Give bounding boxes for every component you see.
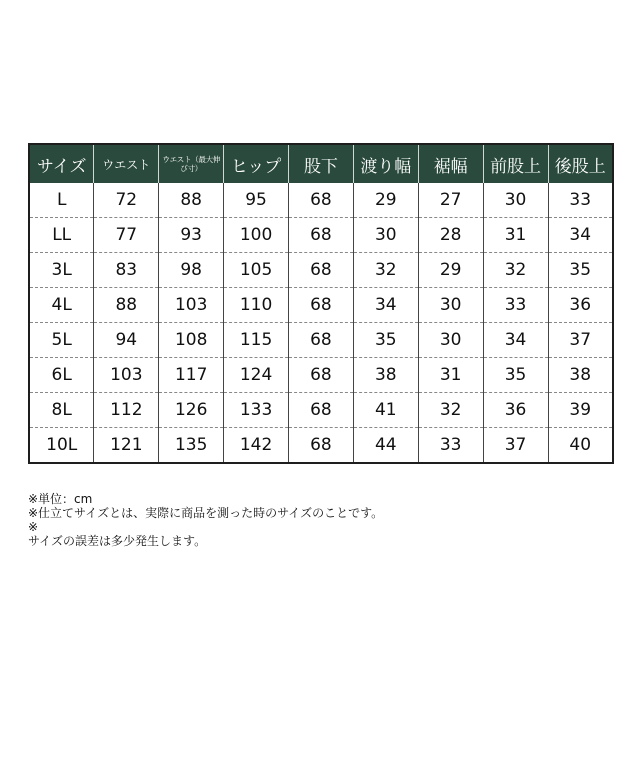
table-cell: 142 [224, 428, 289, 464]
table-cell: 68 [289, 393, 354, 428]
size-label: 8L [29, 393, 94, 428]
size-notes [28, 492, 383, 548]
table-cell: 68 [289, 183, 354, 218]
size-label: 6L [29, 358, 94, 393]
header-hip: ヒップ [224, 144, 289, 183]
table-row [29, 253, 613, 288]
table-cell: 68 [289, 358, 354, 393]
table-cell: 72 [94, 183, 159, 218]
table-row [29, 183, 613, 218]
table-cell: 36 [548, 288, 613, 323]
table-cell: 34 [548, 218, 613, 253]
table-cell: 32 [418, 393, 483, 428]
header-inseam: 股下 [289, 144, 354, 183]
note-unit: ※単位：cm [28, 492, 93, 506]
table-cell: 37 [483, 428, 548, 464]
table-cell: 40 [548, 428, 613, 464]
size-label: 4L [29, 288, 94, 323]
table-cell: 103 [159, 288, 224, 323]
table-cell: 32 [353, 253, 418, 288]
table-cell: 83 [94, 253, 159, 288]
note-size-variance: サイズの誤差は多少発生します。 [28, 534, 207, 548]
table-cell: 68 [289, 428, 354, 464]
table-cell: 38 [353, 358, 418, 393]
table-cell: 31 [418, 358, 483, 393]
table-cell: 121 [94, 428, 159, 464]
table-cell: 35 [353, 323, 418, 358]
table-header-row [29, 144, 613, 183]
table-cell: 32 [483, 253, 548, 288]
header-waist: ウエスト [94, 144, 159, 183]
table-row [29, 218, 613, 253]
table-row [29, 288, 613, 323]
table-cell: 30 [418, 288, 483, 323]
table-cell: 117 [159, 358, 224, 393]
table-cell: 44 [353, 428, 418, 464]
table-cell: 38 [548, 358, 613, 393]
table-cell: 126 [159, 393, 224, 428]
table-cell: 37 [548, 323, 613, 358]
table-cell: 27 [418, 183, 483, 218]
table-cell: 28 [418, 218, 483, 253]
table-cell: 93 [159, 218, 224, 253]
header-size: サイズ [29, 144, 94, 183]
table-cell: 34 [483, 323, 548, 358]
note-measured-size: ※仕立てサイズとは、実際に商品を測った時のサイズのことです。 [28, 506, 384, 520]
table-cell: 105 [224, 253, 289, 288]
table-cell: 124 [224, 358, 289, 393]
table-cell: 94 [94, 323, 159, 358]
table-cell: 103 [94, 358, 159, 393]
table-cell: 31 [483, 218, 548, 253]
table-cell: 41 [353, 393, 418, 428]
table-cell: 112 [94, 393, 159, 428]
table-cell: 33 [548, 183, 613, 218]
table-row [29, 358, 613, 393]
table-cell: 100 [224, 218, 289, 253]
size-label: LL [29, 218, 94, 253]
header-thigh-width: 渡り幅 [353, 144, 418, 183]
header-waist-max-stretch: ウエスト（最大伸び寸） [159, 144, 224, 183]
table-cell: 30 [353, 218, 418, 253]
table-cell: 34 [353, 288, 418, 323]
table-cell: 135 [159, 428, 224, 464]
header-front-rise: 前股上 [483, 144, 548, 183]
note-marker: ※ [28, 520, 39, 534]
table-cell: 29 [418, 253, 483, 288]
table-cell: 33 [418, 428, 483, 464]
size-label: L [29, 183, 94, 218]
table-cell: 33 [483, 288, 548, 323]
size-label: 5L [29, 323, 94, 358]
table-row [29, 393, 613, 428]
table-cell: 68 [289, 218, 354, 253]
size-label: 10L [46, 435, 78, 455]
table-cell: 115 [224, 323, 289, 358]
table-row [29, 428, 613, 464]
table-cell: 88 [94, 288, 159, 323]
table-cell: 29 [353, 183, 418, 218]
table-cell: 39 [548, 393, 613, 428]
table-row [29, 323, 613, 358]
table-cell: 68 [289, 323, 354, 358]
table-cell: 110 [224, 288, 289, 323]
header-hem-width: 裾幅 [418, 144, 483, 183]
table-cell: 95 [224, 183, 289, 218]
table-cell: 35 [483, 358, 548, 393]
size-label: 3L [29, 253, 94, 288]
table-cell: 88 [159, 183, 224, 218]
table-cell: 68 [289, 288, 354, 323]
table-cell: 68 [289, 253, 354, 288]
header-back-rise: 後股上 [548, 144, 613, 183]
table-cell: 108 [159, 323, 224, 358]
table-cell: 30 [418, 323, 483, 358]
table-cell: 98 [159, 253, 224, 288]
table-cell: 36 [483, 393, 548, 428]
size-chart-table [28, 143, 614, 464]
table-cell: 133 [224, 393, 289, 428]
table-cell: 77 [94, 218, 159, 253]
table-cell: 35 [548, 253, 613, 288]
table-cell: 30 [483, 183, 548, 218]
